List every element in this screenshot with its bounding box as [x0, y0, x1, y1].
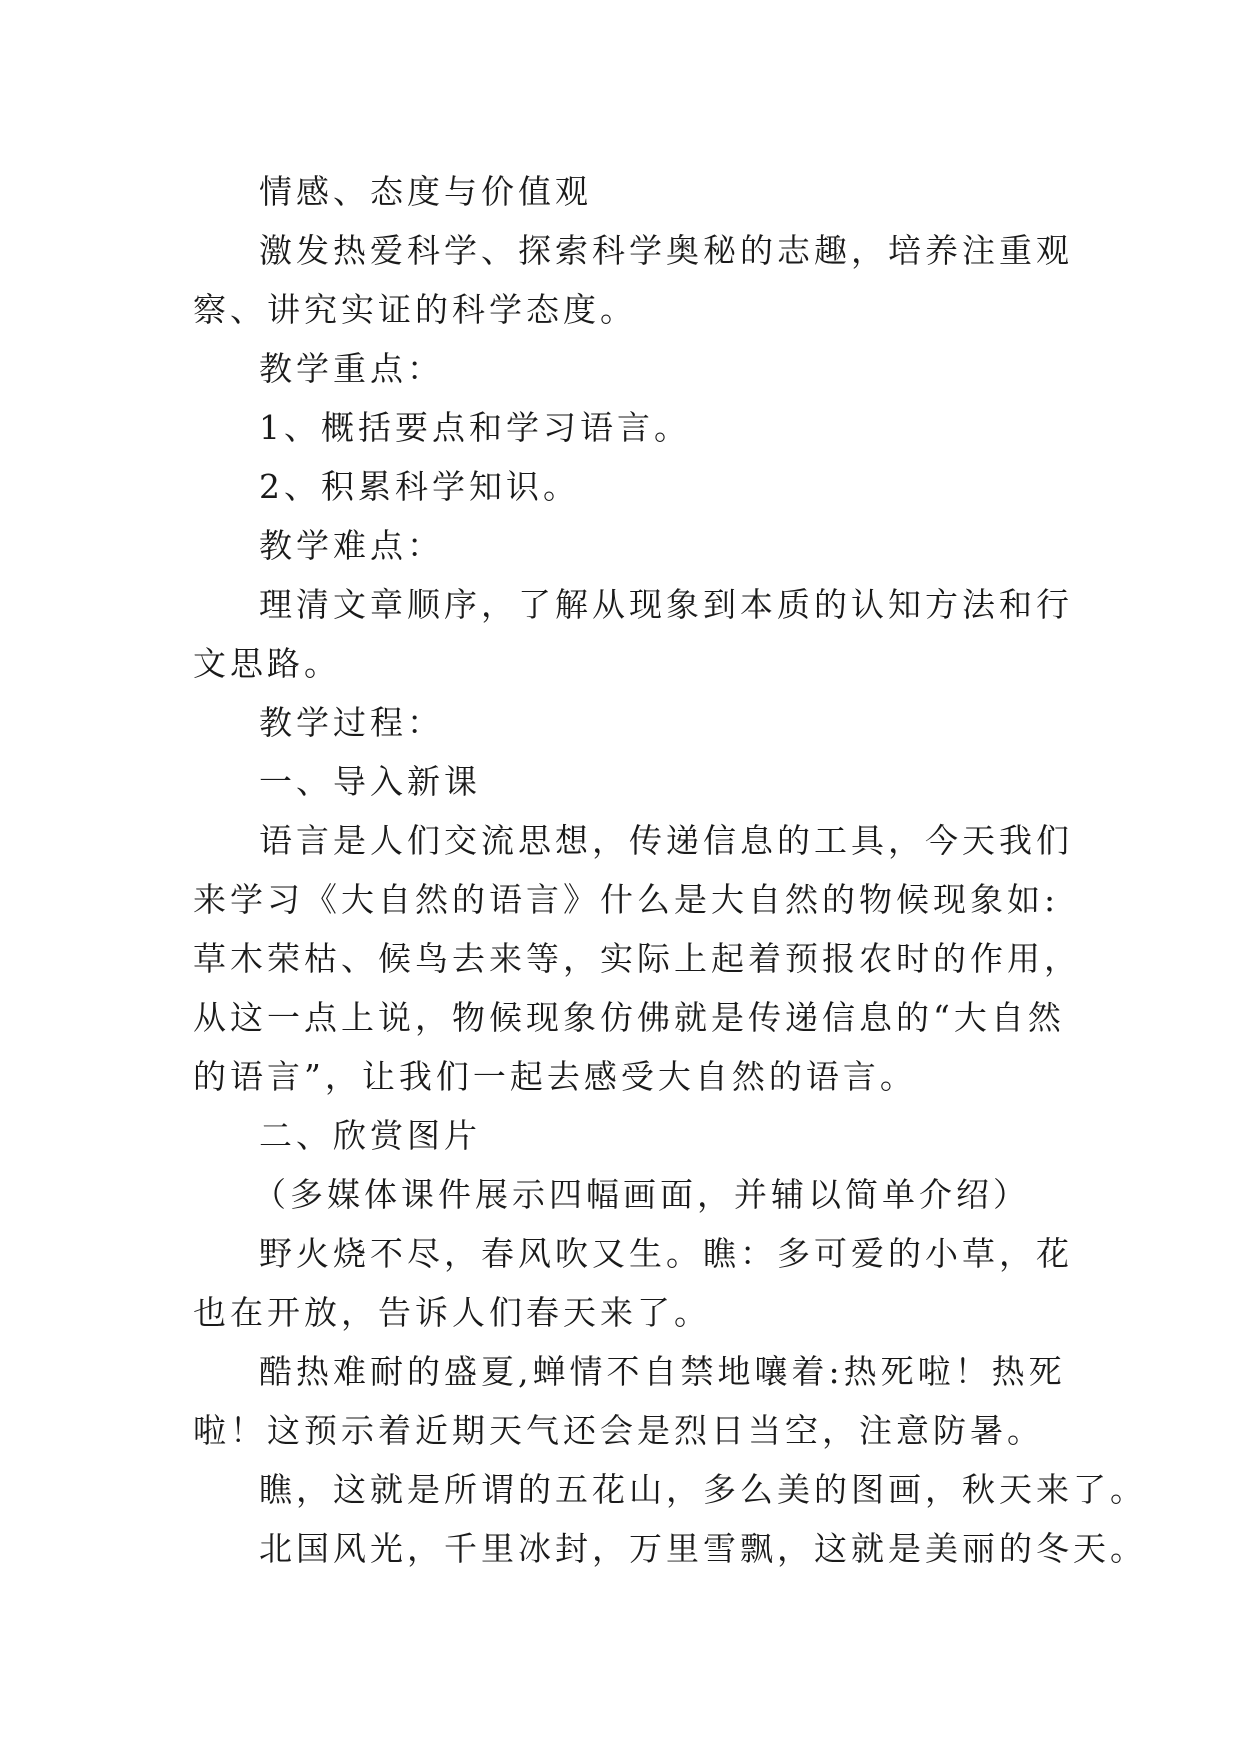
paragraph-inspire-science: 激发热爱科学、探索科学奥秘的志趣，培养注重观察、讲究实证的科学态度。: [193, 231, 1073, 329]
paragraph-focus-item-2: 2、积累科学知识。: [259, 467, 580, 506]
paragraph-multimedia-note: （多媒体课件展示四幅画面，并辅以简单介绍）: [253, 1175, 1030, 1214]
paragraph-teaching-difficulty-heading: 教学难点：: [259, 526, 444, 565]
paragraph-emotion-attitude-values: 情感、态度与价值观: [259, 172, 592, 211]
paragraph-intro-text: 语言是人们交流思想，传递信息的工具，今天我们来学习《大自然的语言》什么是大自然的物候现象如:草木荣枯、候鸟去来等，实际上起着预报农时的作用，从这一点上说，物候现象仿佛就是传递信息的“大自然的语言”，让我们一起去感受大自然的语言。: [193, 821, 1081, 1096]
paragraph-summer: 酷热难耐的盛夏,蝉情不自禁地嚷着:热死啦！热死啦！这预示着近期天气还会是烈日当空，注意防暑。: [193, 1352, 1066, 1450]
paragraph-winter: 北国风光，千里冰封，万里雪飘，这就是美丽的冬天。: [259, 1529, 1147, 1568]
paragraph-section-2-heading: 二、欣赏图片: [259, 1116, 481, 1155]
paragraph-focus-item-1: 1、概括要点和学习语言。: [259, 408, 691, 447]
paragraph-difficulty-text: 理清文章顺序，了解从现象到本质的认知方法和行文思路。: [193, 585, 1073, 683]
paragraph-teaching-focus-heading: 教学重点：: [259, 349, 444, 388]
paragraph-spring: 野火烧不尽，春风吹又生。瞧：多可爱的小草，花也在开放，告诉人们春天来了。: [193, 1234, 1073, 1332]
paragraph-autumn: 瞧，这就是所谓的五花山，多么美的图画，秋天来了。: [259, 1470, 1147, 1509]
paragraph-section-1-heading: 一、导入新课: [259, 762, 481, 801]
document-body: [193, 162, 1147, 1578]
paragraph-teaching-process-heading: 教学过程：: [259, 703, 444, 742]
